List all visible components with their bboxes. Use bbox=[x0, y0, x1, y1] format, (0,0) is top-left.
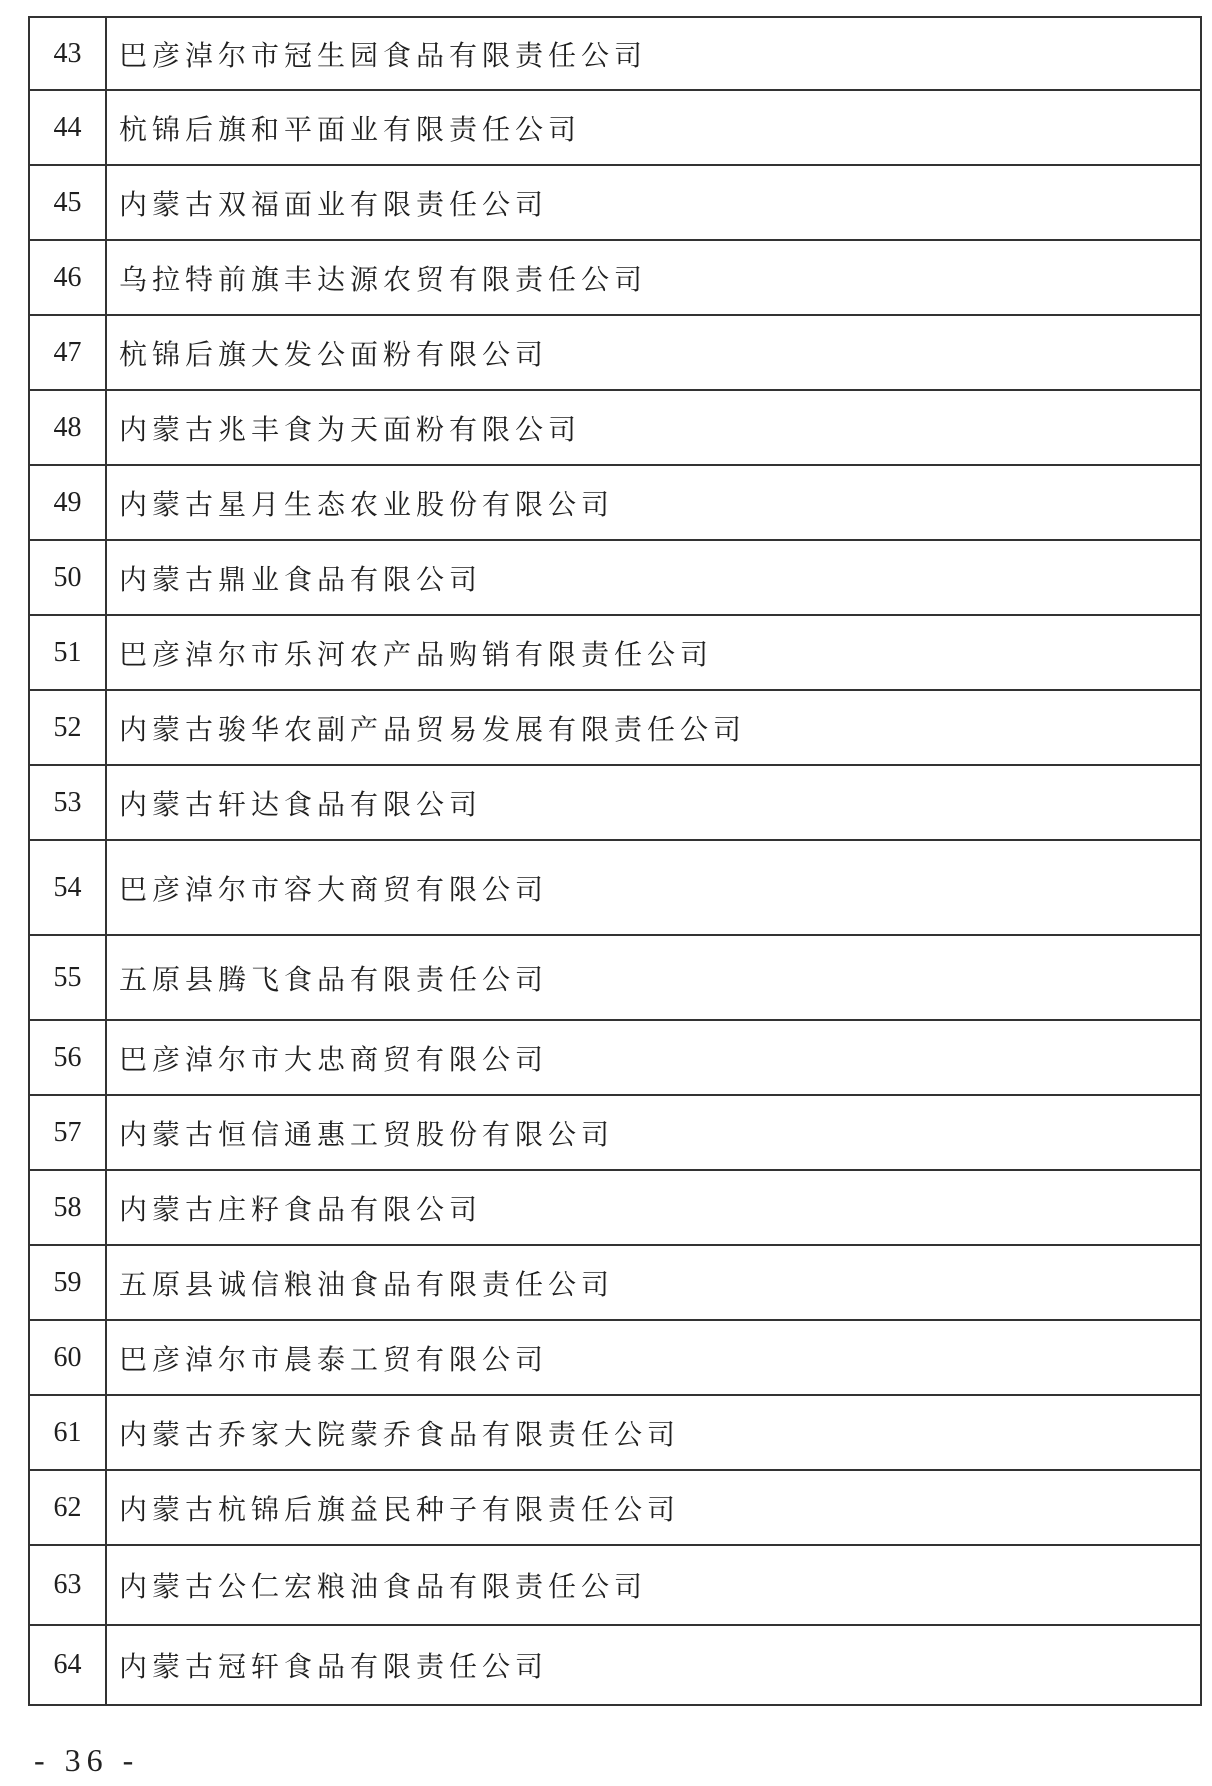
table-row bbox=[29, 1545, 1201, 1625]
page-number: - 36 - bbox=[34, 1742, 140, 1778]
company-name: 内蒙古庄籽食品有限公司 bbox=[106, 1170, 1201, 1245]
table-row bbox=[29, 1470, 1201, 1545]
row-number: 51 bbox=[29, 615, 106, 690]
table-row bbox=[29, 690, 1201, 765]
table-row bbox=[29, 165, 1201, 240]
table-row bbox=[29, 390, 1201, 465]
company-name: 巴彦淖尔市容大商贸有限公司 bbox=[106, 840, 1201, 935]
row-number: 48 bbox=[29, 390, 106, 465]
row-number: 47 bbox=[29, 315, 106, 390]
company-name: 巴彦淖尔市大忠商贸有限公司 bbox=[106, 1020, 1201, 1095]
row-number: 50 bbox=[29, 540, 106, 615]
table-row bbox=[29, 1320, 1201, 1395]
table-row bbox=[29, 1020, 1201, 1095]
table-row bbox=[29, 1625, 1201, 1705]
row-number: 64 bbox=[29, 1625, 106, 1705]
row-number: 49 bbox=[29, 465, 106, 540]
company-name: 杭锦后旗和平面业有限责任公司 bbox=[106, 90, 1201, 165]
table-row bbox=[29, 615, 1201, 690]
company-name: 内蒙古冠轩食品有限责任公司 bbox=[106, 1625, 1201, 1705]
table-row bbox=[29, 90, 1201, 165]
row-number: 55 bbox=[29, 935, 106, 1020]
table-row bbox=[29, 765, 1201, 840]
company-name: 内蒙古双福面业有限责任公司 bbox=[106, 165, 1201, 240]
company-name: 内蒙古骏华农副产品贸易发展有限责任公司 bbox=[106, 690, 1201, 765]
company-name: 杭锦后旗大发公面粉有限公司 bbox=[106, 315, 1201, 390]
company-name: 内蒙古鼎业食品有限公司 bbox=[106, 540, 1201, 615]
company-name: 五原县诚信粮油食品有限责任公司 bbox=[106, 1245, 1201, 1320]
company-name: 内蒙古兆丰食为天面粉有限公司 bbox=[106, 390, 1201, 465]
row-number: 59 bbox=[29, 1245, 106, 1320]
row-number: 63 bbox=[29, 1545, 106, 1625]
table-row bbox=[29, 465, 1201, 540]
row-number: 61 bbox=[29, 1395, 106, 1470]
row-number: 57 bbox=[29, 1095, 106, 1170]
table-row bbox=[29, 1245, 1201, 1320]
company-name: 巴彦淖尔市晨泰工贸有限公司 bbox=[106, 1320, 1201, 1395]
table-row bbox=[29, 315, 1201, 390]
company-table bbox=[28, 16, 1202, 1706]
row-number: 46 bbox=[29, 240, 106, 315]
company-name: 五原县腾飞食品有限责任公司 bbox=[106, 935, 1201, 1020]
company-name: 乌拉特前旗丰达源农贸有限责任公司 bbox=[106, 240, 1201, 315]
table-row bbox=[29, 540, 1201, 615]
table-row bbox=[29, 840, 1201, 935]
row-number: 60 bbox=[29, 1320, 106, 1395]
company-name: 内蒙古杭锦后旗益民种子有限责任公司 bbox=[106, 1470, 1201, 1545]
company-name: 内蒙古乔家大院蒙乔食品有限责任公司 bbox=[106, 1395, 1201, 1470]
company-name: 巴彦淖尔市冠生园食品有限责任公司 bbox=[106, 17, 1201, 90]
table-row bbox=[29, 1095, 1201, 1170]
row-number: 56 bbox=[29, 1020, 106, 1095]
company-name: 内蒙古轩达食品有限公司 bbox=[106, 765, 1201, 840]
row-number: 45 bbox=[29, 165, 106, 240]
table-row bbox=[29, 240, 1201, 315]
table-row bbox=[29, 935, 1201, 1020]
table-row bbox=[29, 1170, 1201, 1245]
row-number: 58 bbox=[29, 1170, 106, 1245]
company-name: 内蒙古星月生态农业股份有限公司 bbox=[106, 465, 1201, 540]
row-number: 52 bbox=[29, 690, 106, 765]
company-name: 内蒙古恒信通惠工贸股份有限公司 bbox=[106, 1095, 1201, 1170]
table-row bbox=[29, 17, 1201, 90]
row-number: 54 bbox=[29, 840, 106, 935]
row-number: 44 bbox=[29, 90, 106, 165]
company-name: 巴彦淖尔市乐河农产品购销有限责任公司 bbox=[106, 615, 1201, 690]
row-number: 53 bbox=[29, 765, 106, 840]
company-name: 内蒙古公仁宏粮油食品有限责任公司 bbox=[106, 1545, 1201, 1625]
row-number: 62 bbox=[29, 1470, 106, 1545]
table-row bbox=[29, 1395, 1201, 1470]
row-number: 43 bbox=[29, 17, 106, 90]
